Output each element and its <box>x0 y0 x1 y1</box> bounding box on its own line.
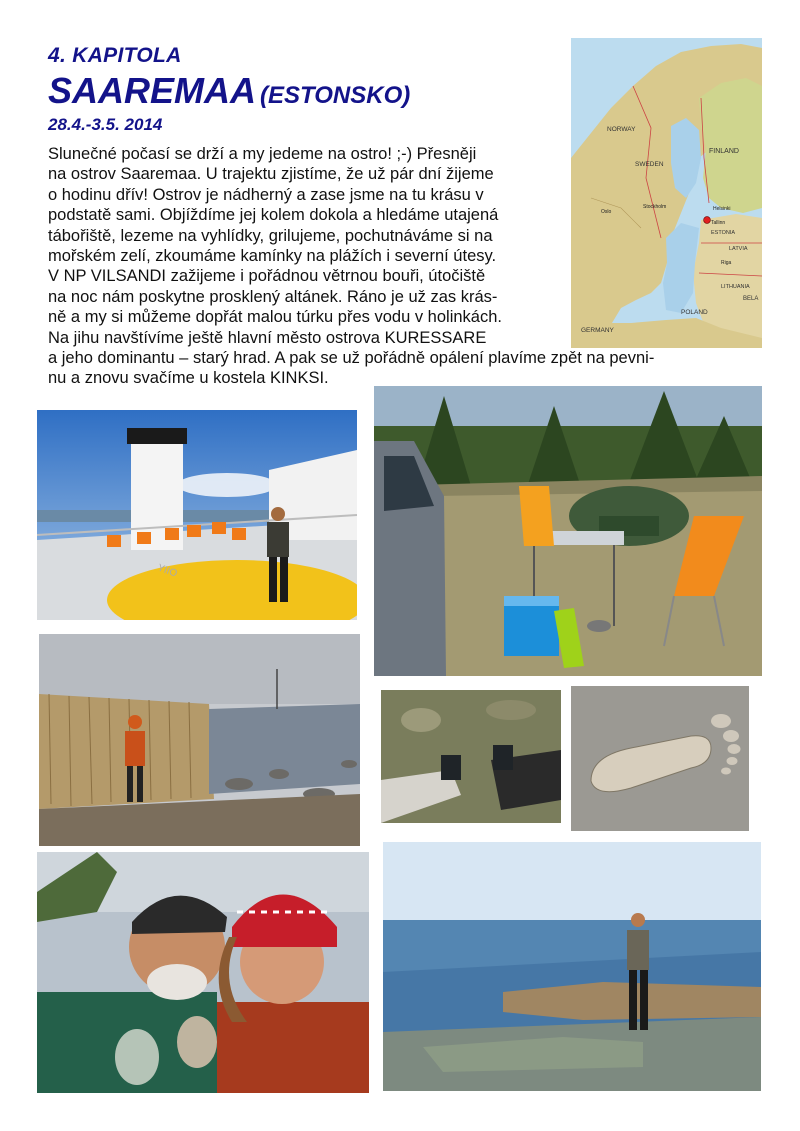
story-line: V NP VILSANDI zažijeme i pořádnou větrnou bouři, útočiště <box>48 267 486 286</box>
map-label-finland: FINLAND <box>709 148 739 155</box>
page-title <box>48 70 410 112</box>
photo-boots-in-water <box>381 690 561 823</box>
map-label-sweden: SWEDEN <box>635 161 664 168</box>
story-line: tábořiště, lezeme na vyhlídky, grilujeme, pochutnáváme si na <box>48 226 493 245</box>
story-line: mořském zelí, zkoumáme kamínky na plážích i severní útesy. <box>48 247 497 266</box>
story-line: ně a my si můžeme dopřát malou túrku přes vodu v holinkách. <box>48 308 502 327</box>
story-line: Slunečné počasí se drží a my jedeme na ostro! ;-) Přesněji <box>48 145 477 163</box>
photo-ferry-deck <box>37 410 357 620</box>
story-line: na ostrov Saaremaa. U trajektu zjistíme, že už pár dní žijeme <box>48 165 494 184</box>
map-label-tallinn: Tallinn <box>711 220 726 226</box>
ferry-deck-sign: YIIO <box>155 562 179 580</box>
story-line: a jeho dominantu – starý hrad. A pak se už pořádně opálení plavíme zpět na pevni- <box>48 349 655 368</box>
story-line: nu a znovu svačíme u kostela KINKSI. <box>48 369 329 388</box>
map-label-bela: BELA <box>743 296 759 302</box>
map-label-latvia: LATVIA <box>729 246 748 252</box>
photo-campsite <box>374 386 762 676</box>
story-line: o hodinu dřív! Ostrov je nádherný a zase jsme na tu krásu v <box>48 185 484 204</box>
map-label-riga: Riga <box>721 260 732 266</box>
story-line: podstatě sami. Objíždíme jej kolem dokola a hledáme utajená <box>48 206 499 225</box>
map-label-norway: NORWAY <box>607 126 636 133</box>
photo-rocky-coast <box>383 842 761 1091</box>
map-label-poland: POLAND <box>681 309 708 316</box>
trip-dates: 28.4.-3.5. 2014 <box>48 115 163 134</box>
map-label-lithuania: LITHUANIA <box>721 284 750 290</box>
photo-stone-footprint <box>571 686 749 831</box>
photo-couple-selfie <box>37 852 369 1093</box>
saaremaa-marker <box>704 217 711 224</box>
map-label-estonia: ESTONIA <box>711 230 736 236</box>
story-line: Na jihu navštívíme ještě hlavní město ostrova KURESSARE <box>48 328 487 347</box>
title-main: SAAREMAA <box>48 70 257 111</box>
map-label-stockholm: Stockholm <box>643 204 667 210</box>
map-label-germany: GERMANY <box>581 327 614 334</box>
map-scandinavia <box>571 38 762 348</box>
title-country: (ESTONSKO) <box>260 82 411 109</box>
map-label-helsinki: Helsinki <box>713 206 731 212</box>
chapter-label: 4. KAPITOLA <box>48 44 182 67</box>
story-line: na noc nám poskytne prosklený altánek. Ráno je už zas krás- <box>48 287 498 306</box>
map-label-oslo: Oslo <box>601 209 612 215</box>
photo-reeds-shore <box>39 634 360 846</box>
